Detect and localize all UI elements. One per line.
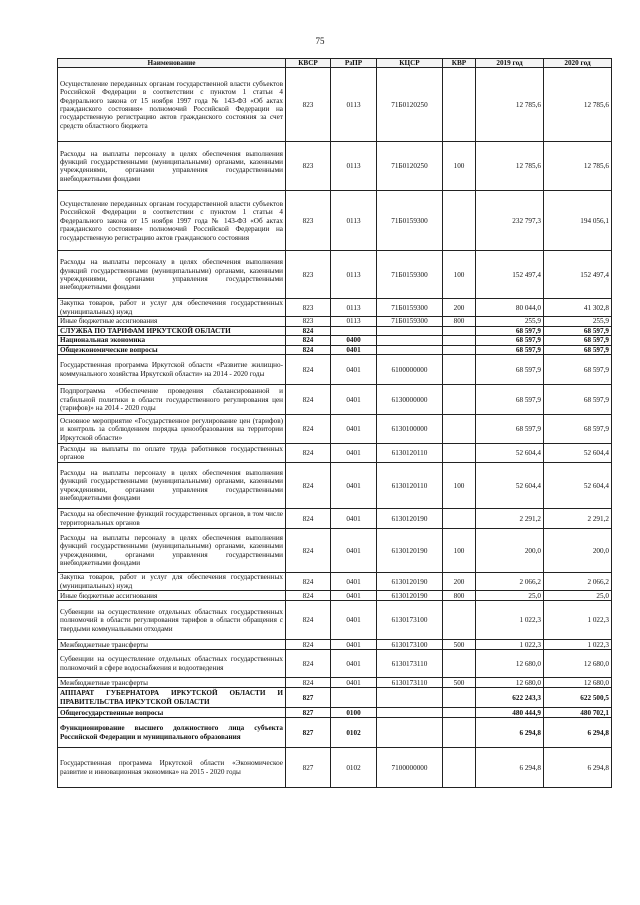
row-amount-2019: 12 785,6: [476, 142, 544, 191]
row-kvr: [443, 650, 476, 678]
table-row: [58, 336, 612, 345]
row-rzpr: 0401: [331, 355, 377, 385]
table-row: [58, 444, 612, 463]
row-kvsr: 823: [286, 317, 331, 326]
row-rzpr: 0113: [331, 142, 377, 191]
row-amount-2019: 1 022,3: [476, 601, 544, 640]
row-kvr: [443, 385, 476, 415]
row-kvr: [443, 708, 476, 718]
row-kvsr: 824: [286, 678, 331, 688]
row-amount-2019: 68 597,9: [476, 326, 544, 335]
row-name: Межбюджетные трансферты: [58, 678, 286, 688]
row-kvr: [443, 748, 476, 788]
table-row: [58, 708, 612, 718]
row-rzpr: 0401: [331, 345, 377, 354]
row-amount-2020: 2 291,2: [544, 509, 612, 529]
row-name: Функционирование высшего должностного лица субъекта Российской Федерации и муниципального образования: [58, 718, 286, 748]
row-amount-2020: 12 785,6: [544, 68, 612, 142]
row-amount-2020: 12 680,0: [544, 678, 612, 688]
row-name: Иные бюджетные ассигнования: [58, 591, 286, 601]
table-row: [58, 591, 612, 601]
page-number: 75: [315, 36, 325, 46]
row-kvr: 100: [443, 251, 476, 299]
row-amount-2019: 1 022,3: [476, 640, 544, 650]
row-kcsr: [377, 345, 443, 354]
table-row: [58, 718, 612, 748]
row-kvr: [443, 509, 476, 529]
row-kvsr: 824: [286, 444, 331, 463]
row-kvr: 800: [443, 591, 476, 601]
row-amount-2020: 622 500,5: [544, 688, 612, 708]
row-amount-2019: 12 680,0: [476, 650, 544, 678]
header-rzpr: РзПР: [331, 59, 377, 68]
header-kvr: КВР: [443, 59, 476, 68]
row-amount-2020: 52 604,4: [544, 463, 612, 509]
row-amount-2019: 255,9: [476, 317, 544, 326]
row-rzpr: 0401: [331, 591, 377, 601]
row-kvsr: 824: [286, 650, 331, 678]
row-kcsr: 71Б0120250: [377, 142, 443, 191]
row-kvsr: 824: [286, 415, 331, 444]
row-name: Иные бюджетные ассигнования: [58, 317, 286, 326]
row-rzpr: [331, 326, 377, 335]
row-kcsr: [377, 718, 443, 748]
row-amount-2020: 68 597,9: [544, 345, 612, 354]
row-kcsr: 6130120110: [377, 444, 443, 463]
row-kcsr: 6130120190: [377, 529, 443, 573]
row-kvr: 800: [443, 317, 476, 326]
row-name: Общеэкономические вопросы: [58, 345, 286, 354]
row-kcsr: 71Б0159300: [377, 299, 443, 317]
table-row: [58, 355, 612, 385]
header-kcsr: КЦСР: [377, 59, 443, 68]
row-kvsr: 823: [286, 142, 331, 191]
row-amount-2019: 12 680,0: [476, 678, 544, 688]
row-kcsr: 71Б0120250: [377, 68, 443, 142]
row-rzpr: 0401: [331, 678, 377, 688]
table-header-row: [58, 59, 612, 68]
row-kvsr: 824: [286, 591, 331, 601]
table-row: [58, 251, 612, 299]
row-amount-2020: 68 597,9: [544, 336, 612, 345]
row-kvr: 100: [443, 529, 476, 573]
row-name: Осуществление переданных органам государственной власти субъектов Российской Федерации в соответствии с пунктом 1 статьи 4 Федерального закона от 15 ноября 1997 года № 143-ФЗ «Об актах гражданского состояния» полномочий Российской Федерации на государственную регистрацию актов гражданского состояния за счет средств областного бюджета: [58, 68, 286, 142]
row-rzpr: 0100: [331, 708, 377, 718]
row-kvr: [443, 326, 476, 335]
row-amount-2020: 25,0: [544, 591, 612, 601]
row-kvsr: 824: [286, 336, 331, 345]
row-amount-2019: 232 797,3: [476, 191, 544, 251]
row-kcsr: 6130120190: [377, 509, 443, 529]
row-kvr: [443, 355, 476, 385]
row-amount-2019: 2 066,2: [476, 573, 544, 591]
row-name: Расходы на выплаты персоналу в целях обеспечения выполнения функций государственными (муниципальными) органами, казенными учреждениями, органами управления государственными внебюджетными фондами: [58, 529, 286, 573]
row-kcsr: 6130173100: [377, 640, 443, 650]
row-rzpr: 0113: [331, 317, 377, 326]
row-rzpr: 0113: [331, 191, 377, 251]
row-amount-2019: 68 597,9: [476, 385, 544, 415]
header-2020: 2020 год: [544, 59, 612, 68]
table-row: [58, 601, 612, 640]
row-name: Закупка товаров, работ и услуг для обеспечения государственных (муниципальных) нужд: [58, 573, 286, 591]
row-kvsr: 824: [286, 345, 331, 354]
row-kcsr: 71Б0159300: [377, 191, 443, 251]
row-kvr: [443, 688, 476, 708]
table-row: [58, 650, 612, 678]
row-rzpr: 0400: [331, 336, 377, 345]
table-row: [58, 415, 612, 444]
row-kvsr: 823: [286, 299, 331, 317]
header-2019: 2019 год: [476, 59, 544, 68]
row-kvsr: 823: [286, 251, 331, 299]
row-kcsr: 6130173100: [377, 601, 443, 640]
table-row: [58, 678, 612, 688]
row-kcsr: 6130120190: [377, 573, 443, 591]
row-amount-2019: 6 294,8: [476, 718, 544, 748]
row-amount-2019: 68 597,9: [476, 336, 544, 345]
row-kvr: [443, 191, 476, 251]
row-rzpr: 0401: [331, 529, 377, 573]
table-row: [58, 317, 612, 326]
row-name: Субвенции на осуществление отдельных областных государственных полномочий в сфере водоснабжения и водоотведения: [58, 650, 286, 678]
table-row: [58, 688, 612, 708]
row-amount-2020: 480 702,1: [544, 708, 612, 718]
row-amount-2019: 480 444,9: [476, 708, 544, 718]
row-kcsr: 6130120190: [377, 591, 443, 601]
table-row: [58, 463, 612, 509]
row-kvr: 100: [443, 463, 476, 509]
row-amount-2020: 152 497,4: [544, 251, 612, 299]
row-amount-2019: 6 294,8: [476, 748, 544, 788]
row-name: Государственная программа Иркутской области «Развитие жилищно-коммунального хозяйства Иркутской области» на 2014 - 2020 годы: [58, 355, 286, 385]
row-rzpr: 0102: [331, 718, 377, 748]
row-amount-2019: 80 044,0: [476, 299, 544, 317]
header-name: Наименование: [58, 59, 286, 68]
row-kvsr: 824: [286, 355, 331, 385]
row-amount-2019: 68 597,9: [476, 355, 544, 385]
row-kcsr: 6130100000: [377, 415, 443, 444]
row-kvsr: 827: [286, 688, 331, 708]
row-name: Осуществление переданных органам государственной власти субъектов Российской Федерации в соответствии с пунктом 1 статьи 4 Федерального закона от 15 ноября 1997 года № 143-ФЗ «Об актах гражданского состояния» полномочий Российской Федерации на государственную регистрацию актов гражданского состояния: [58, 191, 286, 251]
row-kvsr: 824: [286, 385, 331, 415]
row-kvr: [443, 415, 476, 444]
row-kcsr: 6130173110: [377, 678, 443, 688]
row-amount-2019: 52 604,4: [476, 444, 544, 463]
row-name: Расходы на выплаты персоналу в целях обеспечения выполнения функций государственными (муниципальными) органами, казенными учреждениями, органами управления государственными внебюджетными фондами: [58, 142, 286, 191]
row-kcsr: 7100000000: [377, 748, 443, 788]
row-kvsr: 824: [286, 529, 331, 573]
table-row: [58, 748, 612, 788]
row-kvsr: 827: [286, 748, 331, 788]
row-name: Расходы на выплаты персоналу в целях обеспечения выполнения функций государственными (муниципальными) органами, казенными учреждениями, органами управления государственными внебюджетными фондами: [58, 251, 286, 299]
row-amount-2020: 255,9: [544, 317, 612, 326]
row-kvr: [443, 718, 476, 748]
row-rzpr: 0401: [331, 415, 377, 444]
row-rzpr: 0401: [331, 509, 377, 529]
row-name: Расходы на обеспечение функций государственных органов, в том числе территориальных органов: [58, 509, 286, 529]
row-rzpr: 0113: [331, 251, 377, 299]
row-amount-2019: 52 604,4: [476, 463, 544, 509]
table-row: [58, 573, 612, 591]
row-kvsr: 824: [286, 509, 331, 529]
row-amount-2020: 68 597,9: [544, 385, 612, 415]
row-rzpr: [331, 688, 377, 708]
row-name: Общегосударственные вопросы: [58, 708, 286, 718]
row-kvsr: 824: [286, 640, 331, 650]
table-row: [58, 385, 612, 415]
row-kcsr: [377, 708, 443, 718]
row-name: Межбюджетные трансферты: [58, 640, 286, 650]
table-row: [58, 142, 612, 191]
row-kvr: [443, 336, 476, 345]
row-kcsr: 71Б0159300: [377, 317, 443, 326]
row-kvsr: 824: [286, 463, 331, 509]
row-rzpr: 0401: [331, 601, 377, 640]
table-body: [58, 68, 612, 788]
row-kvr: 500: [443, 640, 476, 650]
row-rzpr: 0113: [331, 68, 377, 142]
row-rzpr: 0401: [331, 385, 377, 415]
row-kvr: 100: [443, 142, 476, 191]
row-amount-2020: 52 604,4: [544, 444, 612, 463]
row-amount-2019: 622 243,3: [476, 688, 544, 708]
row-rzpr: 0401: [331, 463, 377, 509]
row-amount-2020: 2 066,2: [544, 573, 612, 591]
row-amount-2020: 200,0: [544, 529, 612, 573]
table-row: [58, 299, 612, 317]
row-kvsr: 823: [286, 191, 331, 251]
row-amount-2019: 152 497,4: [476, 251, 544, 299]
row-rzpr: 0401: [331, 650, 377, 678]
row-name: Субвенции на осуществление отдельных областных государственных полномочий в области регулирования тарифов в области обращения с твердыми коммунальными отходами: [58, 601, 286, 640]
row-kvr: 200: [443, 573, 476, 591]
row-amount-2019: 25,0: [476, 591, 544, 601]
row-name: Закупка товаров, работ и услуг для обеспечения государственных (муниципальных) нужд: [58, 299, 286, 317]
table-row: [58, 191, 612, 251]
row-amount-2020: 1 022,3: [544, 601, 612, 640]
row-amount-2019: 68 597,9: [476, 415, 544, 444]
row-amount-2020: 68 597,9: [544, 415, 612, 444]
row-amount-2019: 68 597,9: [476, 345, 544, 354]
row-rzpr: 0401: [331, 573, 377, 591]
row-kvr: [443, 345, 476, 354]
row-amount-2020: 6 294,8: [544, 748, 612, 788]
row-amount-2020: 194 056,1: [544, 191, 612, 251]
row-kvsr: 824: [286, 326, 331, 335]
table-row: [58, 68, 612, 142]
row-kvsr: 827: [286, 708, 331, 718]
row-rzpr: 0113: [331, 299, 377, 317]
row-name: АППАРАТ ГУБЕРНАТОРА ИРКУТСКОЙ ОБЛАСТИ И ПРАВИТЕЛЬСТВА ИРКУТСКОЙ ОБЛАСТИ: [58, 688, 286, 708]
row-kcsr: 6130173110: [377, 650, 443, 678]
row-name: СЛУЖБА ПО ТАРИФАМ ИРКУТСКОЙ ОБЛАСТИ: [58, 326, 286, 335]
table-row: [58, 640, 612, 650]
row-kcsr: [377, 688, 443, 708]
row-amount-2020: 12 680,0: [544, 650, 612, 678]
row-kvsr: 824: [286, 573, 331, 591]
row-amount-2020: 12 785,6: [544, 142, 612, 191]
row-kvsr: 827: [286, 718, 331, 748]
row-amount-2020: 1 022,3: [544, 640, 612, 650]
row-amount-2019: 2 291,2: [476, 509, 544, 529]
row-name: Национальная экономика: [58, 336, 286, 345]
row-kcsr: 71Б0159300: [377, 251, 443, 299]
row-amount-2020: 68 597,9: [544, 355, 612, 385]
row-rzpr: 0401: [331, 640, 377, 650]
row-kcsr: 6100000000: [377, 355, 443, 385]
table-row: [58, 326, 612, 335]
row-amount-2020: 68 597,9: [544, 326, 612, 335]
row-kvr: [443, 68, 476, 142]
table-row: [58, 345, 612, 354]
row-kcsr: [377, 336, 443, 345]
row-name: Государственная программа Иркутской области «Экономическое развитие и инновационная экономика» на 2015 - 2020 годы: [58, 748, 286, 788]
row-rzpr: 0401: [331, 444, 377, 463]
row-kcsr: [377, 326, 443, 335]
row-kvsr: 823: [286, 68, 331, 142]
row-kcsr: 6130120110: [377, 463, 443, 509]
budget-table: [57, 58, 612, 788]
table-row: [58, 509, 612, 529]
row-amount-2020: 41 302,8: [544, 299, 612, 317]
row-kvsr: 824: [286, 601, 331, 640]
row-rzpr: 0102: [331, 748, 377, 788]
row-name: Расходы на выплаты по оплате труда работников государственных органов: [58, 444, 286, 463]
row-kcsr: 6130000000: [377, 385, 443, 415]
row-kvr: [443, 601, 476, 640]
row-name: Подпрограмма «Обеспечение проведения сбалансированной и стабильной политики в области государственного регулирования цен (тарифов)» на 2014 - 2020 годы: [58, 385, 286, 415]
table-row: [58, 529, 612, 573]
row-amount-2020: 6 294,8: [544, 718, 612, 748]
row-kvr: [443, 444, 476, 463]
row-amount-2019: 200,0: [476, 529, 544, 573]
row-kvr: 200: [443, 299, 476, 317]
row-kvr: 500: [443, 678, 476, 688]
row-amount-2019: 12 785,6: [476, 68, 544, 142]
header-kvsr: КВСР: [286, 59, 331, 68]
row-name: Расходы на выплаты персоналу в целях обеспечения выполнения функций государственными (муниципальными) органами, казенными учреждениями, органами управления государственными внебюджетными фондами: [58, 463, 286, 509]
row-name: Основное мероприятие «Государственное регулирование цен (тарифов) и контроль за соблюдением порядка ценообразования на территории Иркутской области»: [58, 415, 286, 444]
